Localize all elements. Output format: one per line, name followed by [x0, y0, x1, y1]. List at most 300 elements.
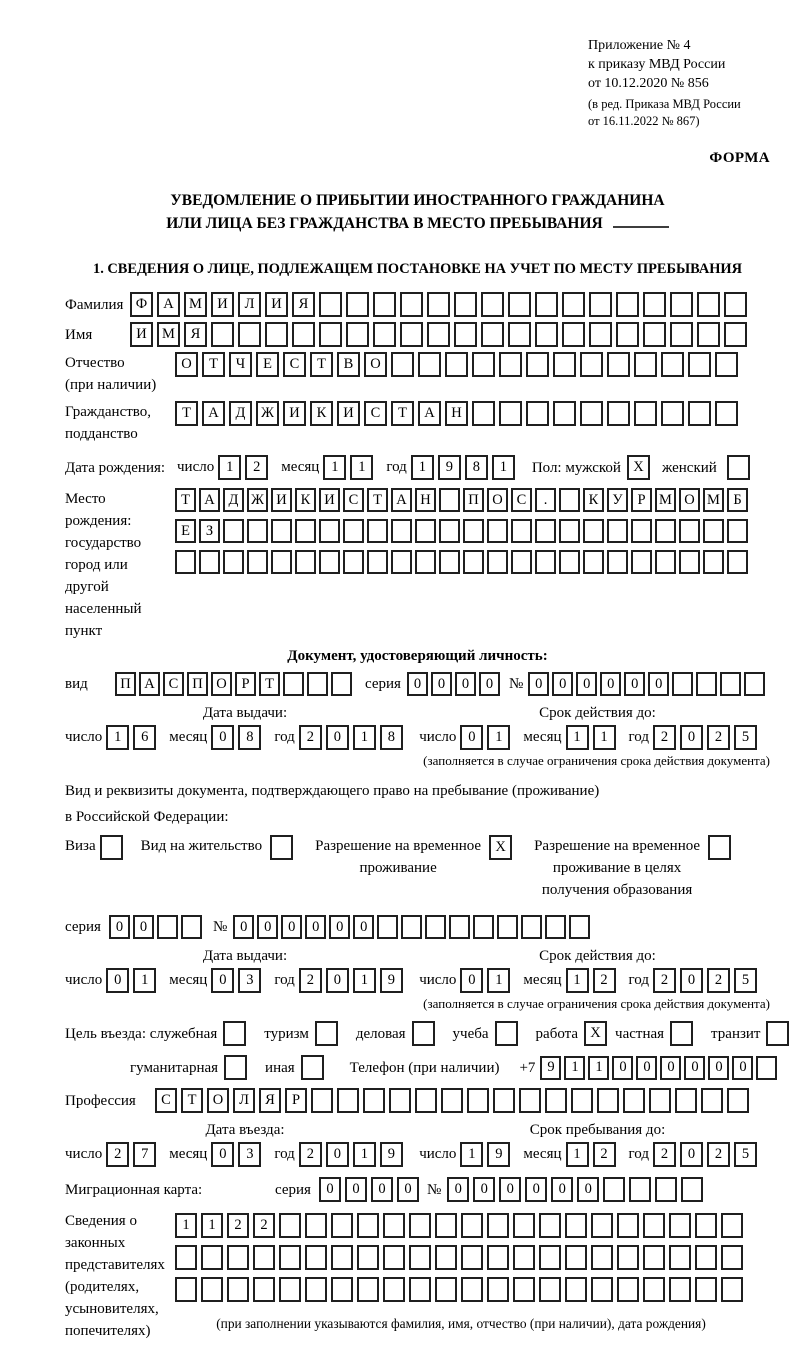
- char-cell[interactable]: [703, 550, 724, 574]
- char-cell[interactable]: [681, 1177, 703, 1202]
- char-cell[interactable]: [565, 1277, 587, 1302]
- char-cell[interactable]: [391, 352, 414, 377]
- char-cell[interactable]: [445, 352, 468, 377]
- char-cell[interactable]: [655, 519, 676, 543]
- char-cell[interactable]: 1: [564, 1056, 585, 1080]
- char-cell[interactable]: [418, 352, 441, 377]
- char-cell[interactable]: К: [583, 488, 604, 512]
- char-cell[interactable]: [535, 519, 556, 543]
- char-cell[interactable]: [508, 292, 531, 317]
- char-cell[interactable]: [247, 550, 268, 574]
- char-cell[interactable]: [481, 322, 504, 347]
- char-cell[interactable]: 2: [299, 1142, 322, 1167]
- char-cell[interactable]: [617, 1213, 639, 1238]
- char-cell[interactable]: 7: [133, 1142, 156, 1167]
- char-cell[interactable]: [238, 322, 261, 347]
- char-cell[interactable]: 2: [653, 968, 676, 993]
- char-cell[interactable]: [441, 1088, 463, 1113]
- char-cell[interactable]: Ч: [229, 352, 252, 377]
- char-cell[interactable]: [727, 550, 748, 574]
- char-cell[interactable]: [559, 550, 580, 574]
- char-cell[interactable]: 0: [499, 1177, 521, 1202]
- char-cell[interactable]: [425, 915, 446, 939]
- char-cell[interactable]: [357, 1245, 379, 1270]
- char-cell[interactable]: [545, 1088, 567, 1113]
- char-cell[interactable]: [270, 835, 293, 860]
- char-cell[interactable]: 9: [540, 1056, 561, 1080]
- char-cell[interactable]: 1: [350, 455, 373, 480]
- char-cell[interactable]: 1: [588, 1056, 609, 1080]
- char-cell[interactable]: 2: [245, 455, 268, 480]
- char-cell[interactable]: 1: [566, 968, 589, 993]
- char-cell[interactable]: 9: [487, 1142, 510, 1167]
- char-cell[interactable]: М: [157, 322, 180, 347]
- char-cell[interactable]: 0: [528, 672, 549, 696]
- char-cell[interactable]: [597, 1088, 619, 1113]
- char-cell[interactable]: 0: [680, 968, 703, 993]
- char-cell[interactable]: [526, 401, 549, 426]
- char-cell[interactable]: С: [343, 488, 364, 512]
- char-cell[interactable]: Р: [285, 1088, 307, 1113]
- char-cell[interactable]: К: [310, 401, 333, 426]
- char-cell[interactable]: 1: [487, 725, 510, 750]
- char-cell[interactable]: 0: [431, 672, 452, 696]
- char-cell[interactable]: [562, 322, 585, 347]
- char-cell[interactable]: 0: [326, 725, 349, 750]
- char-cell[interactable]: 1: [460, 1142, 483, 1167]
- char-cell[interactable]: О: [207, 1088, 229, 1113]
- char-cell[interactable]: [499, 352, 522, 377]
- char-cell[interactable]: [279, 1213, 301, 1238]
- char-cell[interactable]: 0: [680, 725, 703, 750]
- char-cell[interactable]: 5: [734, 1142, 757, 1167]
- char-cell[interactable]: С: [283, 352, 306, 377]
- char-cell[interactable]: [553, 401, 576, 426]
- char-cell[interactable]: [454, 322, 477, 347]
- char-cell[interactable]: [331, 1277, 353, 1302]
- char-cell[interactable]: [253, 1245, 275, 1270]
- char-cell[interactable]: [607, 519, 628, 543]
- char-cell[interactable]: Я: [259, 1088, 281, 1113]
- char-cell[interactable]: [449, 915, 470, 939]
- char-cell[interactable]: [670, 1021, 693, 1046]
- char-cell[interactable]: Т: [175, 488, 196, 512]
- char-cell[interactable]: 0: [708, 1056, 729, 1080]
- char-cell[interactable]: [201, 1245, 223, 1270]
- char-cell[interactable]: [721, 1277, 743, 1302]
- char-cell[interactable]: 0: [525, 1177, 547, 1202]
- char-cell[interactable]: 2: [707, 968, 730, 993]
- char-cell[interactable]: [513, 1277, 535, 1302]
- char-cell[interactable]: [439, 550, 460, 574]
- char-cell[interactable]: 1: [566, 725, 589, 750]
- char-cell[interactable]: [623, 1088, 645, 1113]
- char-cell[interactable]: [319, 519, 340, 543]
- char-cell[interactable]: 0: [660, 1056, 681, 1080]
- char-cell[interactable]: [295, 519, 316, 543]
- char-cell[interactable]: [357, 1277, 379, 1302]
- char-cell[interactable]: [295, 550, 316, 574]
- char-cell[interactable]: С: [163, 672, 184, 696]
- char-cell[interactable]: [331, 672, 352, 696]
- char-cell[interactable]: С: [364, 401, 387, 426]
- char-cell[interactable]: [461, 1213, 483, 1238]
- char-cell[interactable]: [427, 322, 450, 347]
- char-cell[interactable]: [511, 519, 532, 543]
- char-cell[interactable]: Ж: [247, 488, 268, 512]
- char-cell[interactable]: С: [511, 488, 532, 512]
- char-cell[interactable]: [409, 1277, 431, 1302]
- char-cell[interactable]: 2: [299, 968, 322, 993]
- char-cell[interactable]: [175, 550, 196, 574]
- char-cell[interactable]: [603, 1177, 625, 1202]
- char-cell[interactable]: [539, 1277, 561, 1302]
- char-cell[interactable]: [497, 915, 518, 939]
- char-cell[interactable]: 1: [106, 725, 129, 750]
- char-cell[interactable]: [472, 401, 495, 426]
- char-cell[interactable]: [223, 550, 244, 574]
- char-cell[interactable]: [487, 1277, 509, 1302]
- char-cell[interactable]: [223, 519, 244, 543]
- char-cell[interactable]: [565, 1213, 587, 1238]
- char-cell[interactable]: [697, 322, 720, 347]
- char-cell[interactable]: 0: [732, 1056, 753, 1080]
- char-cell[interactable]: X: [627, 455, 650, 480]
- char-cell[interactable]: [513, 1213, 535, 1238]
- char-cell[interactable]: Н: [415, 488, 436, 512]
- char-cell[interactable]: [679, 550, 700, 574]
- char-cell[interactable]: 0: [329, 915, 350, 939]
- char-cell[interactable]: [271, 519, 292, 543]
- char-cell[interactable]: [631, 519, 652, 543]
- char-cell[interactable]: [724, 292, 747, 317]
- char-cell[interactable]: 3: [238, 1142, 261, 1167]
- char-cell[interactable]: 0: [326, 968, 349, 993]
- char-cell[interactable]: [715, 352, 738, 377]
- char-cell[interactable]: 0: [576, 672, 597, 696]
- char-cell[interactable]: [301, 1055, 324, 1080]
- char-cell[interactable]: [224, 1055, 247, 1080]
- char-cell[interactable]: [391, 550, 412, 574]
- char-cell[interactable]: [487, 1245, 509, 1270]
- char-cell[interactable]: [744, 672, 765, 696]
- char-cell[interactable]: [559, 488, 580, 512]
- char-cell[interactable]: [670, 322, 693, 347]
- char-cell[interactable]: 0: [648, 672, 669, 696]
- char-cell[interactable]: [463, 550, 484, 574]
- char-cell[interactable]: [589, 322, 612, 347]
- char-cell[interactable]: [439, 519, 460, 543]
- char-cell[interactable]: [415, 550, 436, 574]
- char-cell[interactable]: [766, 1021, 789, 1046]
- char-cell[interactable]: [607, 352, 630, 377]
- char-cell[interactable]: 1: [353, 968, 376, 993]
- char-cell[interactable]: Т: [259, 672, 280, 696]
- char-cell[interactable]: [649, 1088, 671, 1113]
- char-cell[interactable]: 0: [211, 968, 234, 993]
- char-cell[interactable]: [389, 1088, 411, 1113]
- char-cell[interactable]: [607, 401, 630, 426]
- char-cell[interactable]: 2: [707, 725, 730, 750]
- char-cell[interactable]: [643, 1277, 665, 1302]
- char-cell[interactable]: [724, 322, 747, 347]
- char-cell[interactable]: [580, 352, 603, 377]
- char-cell[interactable]: [283, 672, 304, 696]
- char-cell[interactable]: 2: [227, 1213, 249, 1238]
- char-cell[interactable]: 0: [353, 915, 374, 939]
- char-cell[interactable]: [519, 1088, 541, 1113]
- char-cell[interactable]: [559, 519, 580, 543]
- char-cell[interactable]: [377, 915, 398, 939]
- char-cell[interactable]: [526, 352, 549, 377]
- char-cell[interactable]: [756, 1056, 777, 1080]
- char-cell[interactable]: 8: [465, 455, 488, 480]
- char-cell[interactable]: И: [130, 322, 153, 347]
- char-cell[interactable]: [409, 1245, 431, 1270]
- char-cell[interactable]: 0: [106, 968, 129, 993]
- char-cell[interactable]: [487, 550, 508, 574]
- char-cell[interactable]: 1: [566, 1142, 589, 1167]
- char-cell[interactable]: [265, 322, 288, 347]
- char-cell[interactable]: М: [655, 488, 676, 512]
- char-cell[interactable]: [305, 1213, 327, 1238]
- char-cell[interactable]: 0: [680, 1142, 703, 1167]
- char-cell[interactable]: Л: [233, 1088, 255, 1113]
- char-cell[interactable]: X: [489, 835, 512, 860]
- char-cell[interactable]: [439, 488, 460, 512]
- char-cell[interactable]: 0: [473, 1177, 495, 1202]
- char-cell[interactable]: 0: [612, 1056, 633, 1080]
- char-cell[interactable]: [591, 1213, 613, 1238]
- char-cell[interactable]: [539, 1213, 561, 1238]
- char-cell[interactable]: [343, 550, 364, 574]
- char-cell[interactable]: [223, 1021, 246, 1046]
- char-cell[interactable]: [337, 1088, 359, 1113]
- char-cell[interactable]: [629, 1177, 651, 1202]
- char-cell[interactable]: [721, 1245, 743, 1270]
- char-cell[interactable]: 9: [438, 455, 461, 480]
- char-cell[interactable]: [708, 835, 731, 860]
- char-cell[interactable]: [181, 915, 202, 939]
- char-cell[interactable]: [319, 322, 342, 347]
- char-cell[interactable]: [679, 519, 700, 543]
- char-cell[interactable]: М: [184, 292, 207, 317]
- char-cell[interactable]: [463, 519, 484, 543]
- char-cell[interactable]: [292, 322, 315, 347]
- char-cell[interactable]: [499, 401, 522, 426]
- char-cell[interactable]: [571, 1088, 593, 1113]
- char-cell[interactable]: 0: [636, 1056, 657, 1080]
- char-cell[interactable]: [305, 1277, 327, 1302]
- char-cell[interactable]: [688, 401, 711, 426]
- char-cell[interactable]: [311, 1088, 333, 1113]
- char-cell[interactable]: [607, 550, 628, 574]
- char-cell[interactable]: О: [487, 488, 508, 512]
- char-cell[interactable]: [701, 1088, 723, 1113]
- char-cell[interactable]: 0: [624, 672, 645, 696]
- char-cell[interactable]: 0: [281, 915, 302, 939]
- char-cell[interactable]: [655, 1177, 677, 1202]
- char-cell[interactable]: 0: [552, 672, 573, 696]
- char-cell[interactable]: [409, 1213, 431, 1238]
- char-cell[interactable]: О: [211, 672, 232, 696]
- char-cell[interactable]: У: [607, 488, 628, 512]
- char-cell[interactable]: [545, 915, 566, 939]
- char-cell[interactable]: И: [283, 401, 306, 426]
- char-cell[interactable]: 1: [133, 968, 156, 993]
- char-cell[interactable]: 2: [253, 1213, 275, 1238]
- char-cell[interactable]: Б: [727, 488, 748, 512]
- char-cell[interactable]: [591, 1245, 613, 1270]
- char-cell[interactable]: [661, 352, 684, 377]
- char-cell[interactable]: [175, 1277, 197, 1302]
- char-cell[interactable]: [715, 401, 738, 426]
- char-cell[interactable]: [473, 915, 494, 939]
- char-cell[interactable]: 0: [133, 915, 154, 939]
- char-cell[interactable]: [383, 1213, 405, 1238]
- char-cell[interactable]: [565, 1245, 587, 1270]
- char-cell[interactable]: [670, 292, 693, 317]
- char-cell[interactable]: [305, 1245, 327, 1270]
- char-cell[interactable]: [721, 1213, 743, 1238]
- char-cell[interactable]: [400, 322, 423, 347]
- char-cell[interactable]: Т: [181, 1088, 203, 1113]
- char-cell[interactable]: 0: [211, 725, 234, 750]
- char-cell[interactable]: 0: [460, 725, 483, 750]
- char-cell[interactable]: 1: [201, 1213, 223, 1238]
- char-cell[interactable]: [383, 1245, 405, 1270]
- char-cell[interactable]: Р: [631, 488, 652, 512]
- char-cell[interactable]: [661, 401, 684, 426]
- char-cell[interactable]: И: [337, 401, 360, 426]
- char-cell[interactable]: Т: [367, 488, 388, 512]
- char-cell[interactable]: [583, 519, 604, 543]
- char-cell[interactable]: [391, 519, 412, 543]
- char-cell[interactable]: [487, 1213, 509, 1238]
- char-cell[interactable]: [703, 519, 724, 543]
- char-cell[interactable]: [412, 1021, 435, 1046]
- char-cell[interactable]: [696, 672, 717, 696]
- char-cell[interactable]: 8: [380, 725, 403, 750]
- char-cell[interactable]: [616, 322, 639, 347]
- char-cell[interactable]: [493, 1088, 515, 1113]
- char-cell[interactable]: [655, 550, 676, 574]
- char-cell[interactable]: [643, 1245, 665, 1270]
- char-cell[interactable]: Т: [202, 352, 225, 377]
- char-cell[interactable]: [672, 672, 693, 696]
- char-cell[interactable]: [643, 1213, 665, 1238]
- char-cell[interactable]: А: [391, 488, 412, 512]
- char-cell[interactable]: [643, 292, 666, 317]
- char-cell[interactable]: [495, 1021, 518, 1046]
- char-cell[interactable]: [319, 550, 340, 574]
- char-cell[interactable]: Д: [229, 401, 252, 426]
- char-cell[interactable]: [591, 1277, 613, 1302]
- char-cell[interactable]: 9: [380, 1142, 403, 1167]
- char-cell[interactable]: [634, 401, 657, 426]
- char-cell[interactable]: И: [319, 488, 340, 512]
- char-cell[interactable]: 0: [551, 1177, 573, 1202]
- char-cell[interactable]: 1: [323, 455, 346, 480]
- char-cell[interactable]: [247, 519, 268, 543]
- char-cell[interactable]: [695, 1245, 717, 1270]
- char-cell[interactable]: [279, 1245, 301, 1270]
- char-cell[interactable]: [201, 1277, 223, 1302]
- char-cell[interactable]: П: [115, 672, 136, 696]
- char-cell[interactable]: [253, 1277, 275, 1302]
- char-cell[interactable]: [227, 1245, 249, 1270]
- char-cell[interactable]: 0: [577, 1177, 599, 1202]
- char-cell[interactable]: 0: [407, 672, 428, 696]
- char-cell[interactable]: [211, 322, 234, 347]
- char-cell[interactable]: [535, 322, 558, 347]
- char-cell[interactable]: 0: [211, 1142, 234, 1167]
- char-cell[interactable]: [427, 292, 450, 317]
- char-cell[interactable]: П: [187, 672, 208, 696]
- char-cell[interactable]: 2: [106, 1142, 129, 1167]
- char-cell[interactable]: И: [211, 292, 234, 317]
- char-cell[interactable]: [521, 915, 542, 939]
- char-cell[interactable]: [535, 292, 558, 317]
- char-cell[interactable]: Т: [391, 401, 414, 426]
- char-cell[interactable]: [634, 352, 657, 377]
- char-cell[interactable]: [669, 1245, 691, 1270]
- char-cell[interactable]: [279, 1277, 301, 1302]
- char-cell[interactable]: Ж: [256, 401, 279, 426]
- char-cell[interactable]: [319, 292, 342, 317]
- char-cell[interactable]: [400, 292, 423, 317]
- char-cell[interactable]: [617, 1245, 639, 1270]
- char-cell[interactable]: [454, 292, 477, 317]
- char-cell[interactable]: 0: [460, 968, 483, 993]
- char-cell[interactable]: 0: [305, 915, 326, 939]
- char-cell[interactable]: А: [139, 672, 160, 696]
- char-cell[interactable]: А: [199, 488, 220, 512]
- char-cell[interactable]: [467, 1088, 489, 1113]
- char-cell[interactable]: Ф: [130, 292, 153, 317]
- char-cell[interactable]: 0: [326, 1142, 349, 1167]
- char-cell[interactable]: 5: [734, 725, 757, 750]
- char-cell[interactable]: 1: [492, 455, 515, 480]
- char-cell[interactable]: 1: [175, 1213, 197, 1238]
- char-cell[interactable]: [697, 292, 720, 317]
- char-cell[interactable]: 0: [479, 672, 500, 696]
- char-cell[interactable]: 8: [238, 725, 261, 750]
- char-cell[interactable]: 2: [593, 968, 616, 993]
- char-cell[interactable]: [343, 519, 364, 543]
- char-cell[interactable]: 0: [397, 1177, 419, 1202]
- char-cell[interactable]: 2: [707, 1142, 730, 1167]
- char-cell[interactable]: [589, 292, 612, 317]
- char-cell[interactable]: 0: [455, 672, 476, 696]
- char-cell[interactable]: О: [364, 352, 387, 377]
- char-cell[interactable]: И: [265, 292, 288, 317]
- char-cell[interactable]: [461, 1277, 483, 1302]
- char-cell[interactable]: 6: [133, 725, 156, 750]
- char-cell[interactable]: [583, 550, 604, 574]
- char-cell[interactable]: Я: [292, 292, 315, 317]
- char-cell[interactable]: [727, 519, 748, 543]
- char-cell[interactable]: [415, 1088, 437, 1113]
- char-cell[interactable]: 1: [593, 725, 616, 750]
- char-cell[interactable]: [508, 322, 531, 347]
- char-cell[interactable]: 2: [653, 725, 676, 750]
- char-cell[interactable]: И: [271, 488, 292, 512]
- char-cell[interactable]: [331, 1245, 353, 1270]
- char-cell[interactable]: [363, 1088, 385, 1113]
- char-cell[interactable]: [562, 292, 585, 317]
- char-cell[interactable]: С: [155, 1088, 177, 1113]
